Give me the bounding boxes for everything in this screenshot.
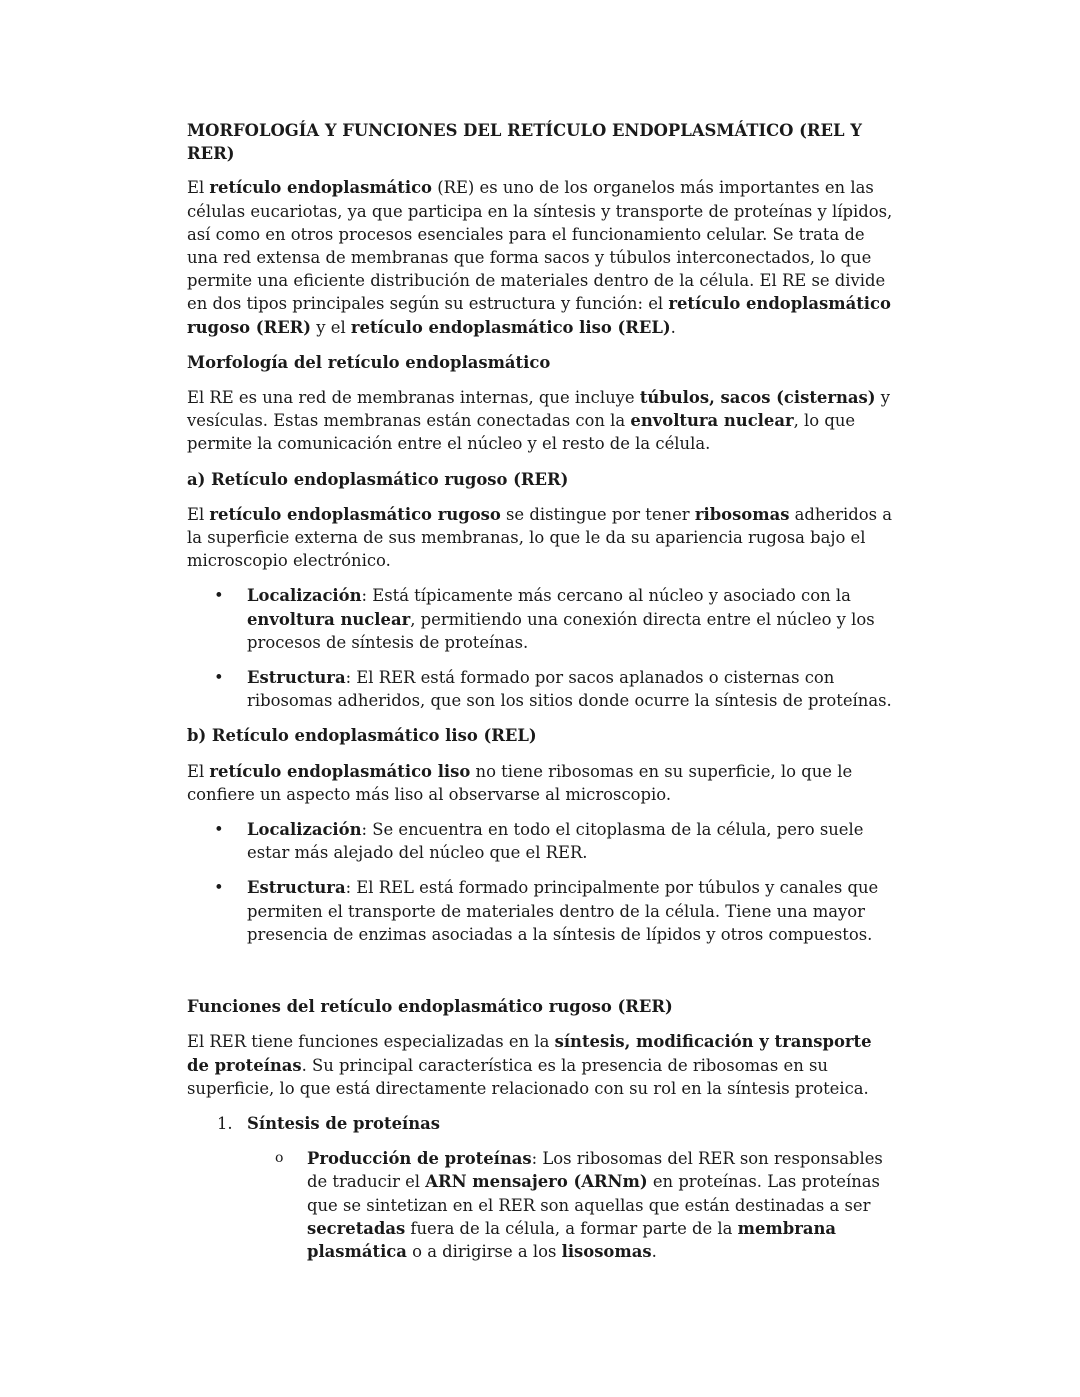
document-title: MORFOLOGÍA Y FUNCIONES DEL RETÍCULO ENDOPLASMÁTICO (REL Y RER) — [187, 121, 862, 164]
section-spacer — [187, 958, 897, 995]
bullet-marker: • — [214, 878, 224, 898]
circle-bullet-marker: o — [275, 1150, 284, 1167]
intro-paragraph: El retículo endoplasmático (RE) es uno de los organelos más importantes en las células eucariotas, ya que participa en la síntesis y transporte de proteínas y lípidos, así como en otros procesos esenciales para el funcionamiento celular. Se trata de una red extensa de membranas que forma sacos y túbulos interconectados, lo que permite una eficiente distribución de materiales dentro de la célula. El RE se divide en dos tipos principales según su estructura y función: el retículo endoplasmático rugoso (RER) y el retículo endoplasmático liso (REL). — [187, 178, 893, 337]
rel-bullet-structure: • Estructura: El REL está formado principalmente por túbulos y canales que permiten el transporte de materiales dentro de la célula. Tiene una mayor presencia de enzimas asociadas a la síntesis de lípidos y otros compuestos. — [214, 878, 879, 944]
document-content — [187, 119, 897, 1275]
bullet-marker: • — [214, 586, 224, 606]
rer-bullet-localization: • Localización: Está típicamente más cercano al núcleo y asociado con la envoltura nuclear, permitiendo una conexión directa entre el núcleo y los procesos de síntesis de proteínas. — [214, 586, 875, 652]
rer-heading: a) Retículo endoplasmático rugoso (RER) — [187, 469, 569, 489]
rel-heading: b) Retículo endoplasmático liso (REL) — [187, 726, 537, 746]
protein-synthesis-sublist — [187, 1147, 897, 1263]
bullet-marker: • — [214, 820, 224, 840]
rel-paragraph: El retículo endoplasmático liso no tiene ribosomas en su superficie, lo que le confiere un aspecto más liso al observarse al microscopio. — [187, 761, 853, 804]
morphology-heading: Morfología del retículo endoplasmático — [187, 352, 551, 372]
bullet-marker: • — [214, 668, 224, 688]
rel-bullet-list — [187, 818, 897, 946]
functions-numbered-list — [187, 1112, 897, 1135]
number-marker: 1. — [217, 1113, 233, 1133]
rer-paragraph: El retículo endoplasmático rugoso se distingue por tener ribosomas adheridos a la superficie externa de sus membranas, lo que le da su apariencia rugosa bajo el microscopio electrónico. — [187, 504, 892, 571]
subitem-protein-production: o Producción de proteínas: Los ribosomas del RER son responsables de traducir el ARN mensajero (ARNm) en proteínas. Las proteínas que se sintetizan en el RER son aquellas que están destinadas a ser secretadas fuera de la célula, a formar parte de la membrana plasmática o a dirigirse a los lisosomas. — [275, 1149, 883, 1261]
morphology-paragraph: El RE es una red de membranas internas, que incluye túbulos, sacos (cisternas) y vesículas. Estas membranas están conectadas con la envoltura nuclear, lo que permite la comunicación entre el núcleo y el resto de la célula. — [187, 388, 891, 454]
rel-bullet-localization: • Localización: Se encuentra en todo el citoplasma de la célula, pero suele estar más alejado del núcleo que el RER. — [214, 820, 864, 863]
rer-bullet-list — [187, 584, 897, 712]
functions-heading: Funciones del retículo endoplasmático rugoso (RER) — [187, 997, 673, 1017]
numbered-item-protein-synthesis: 1. Síntesis de proteínas — [187, 1112, 897, 1135]
functions-paragraph: El RER tiene funciones especializadas en la síntesis, modificación y transporte de proteínas. Su principal característica es la presencia de ribosomas en su superficie, lo que está directamente relacionado con su rol en la síntesis proteica. — [187, 1032, 872, 1098]
rer-bullet-structure: • Estructura: El RER está formado por sacos aplanados o cisternas con ribosomas adheridos, que son los sitios donde ocurre la síntesis de proteínas. — [214, 668, 892, 711]
